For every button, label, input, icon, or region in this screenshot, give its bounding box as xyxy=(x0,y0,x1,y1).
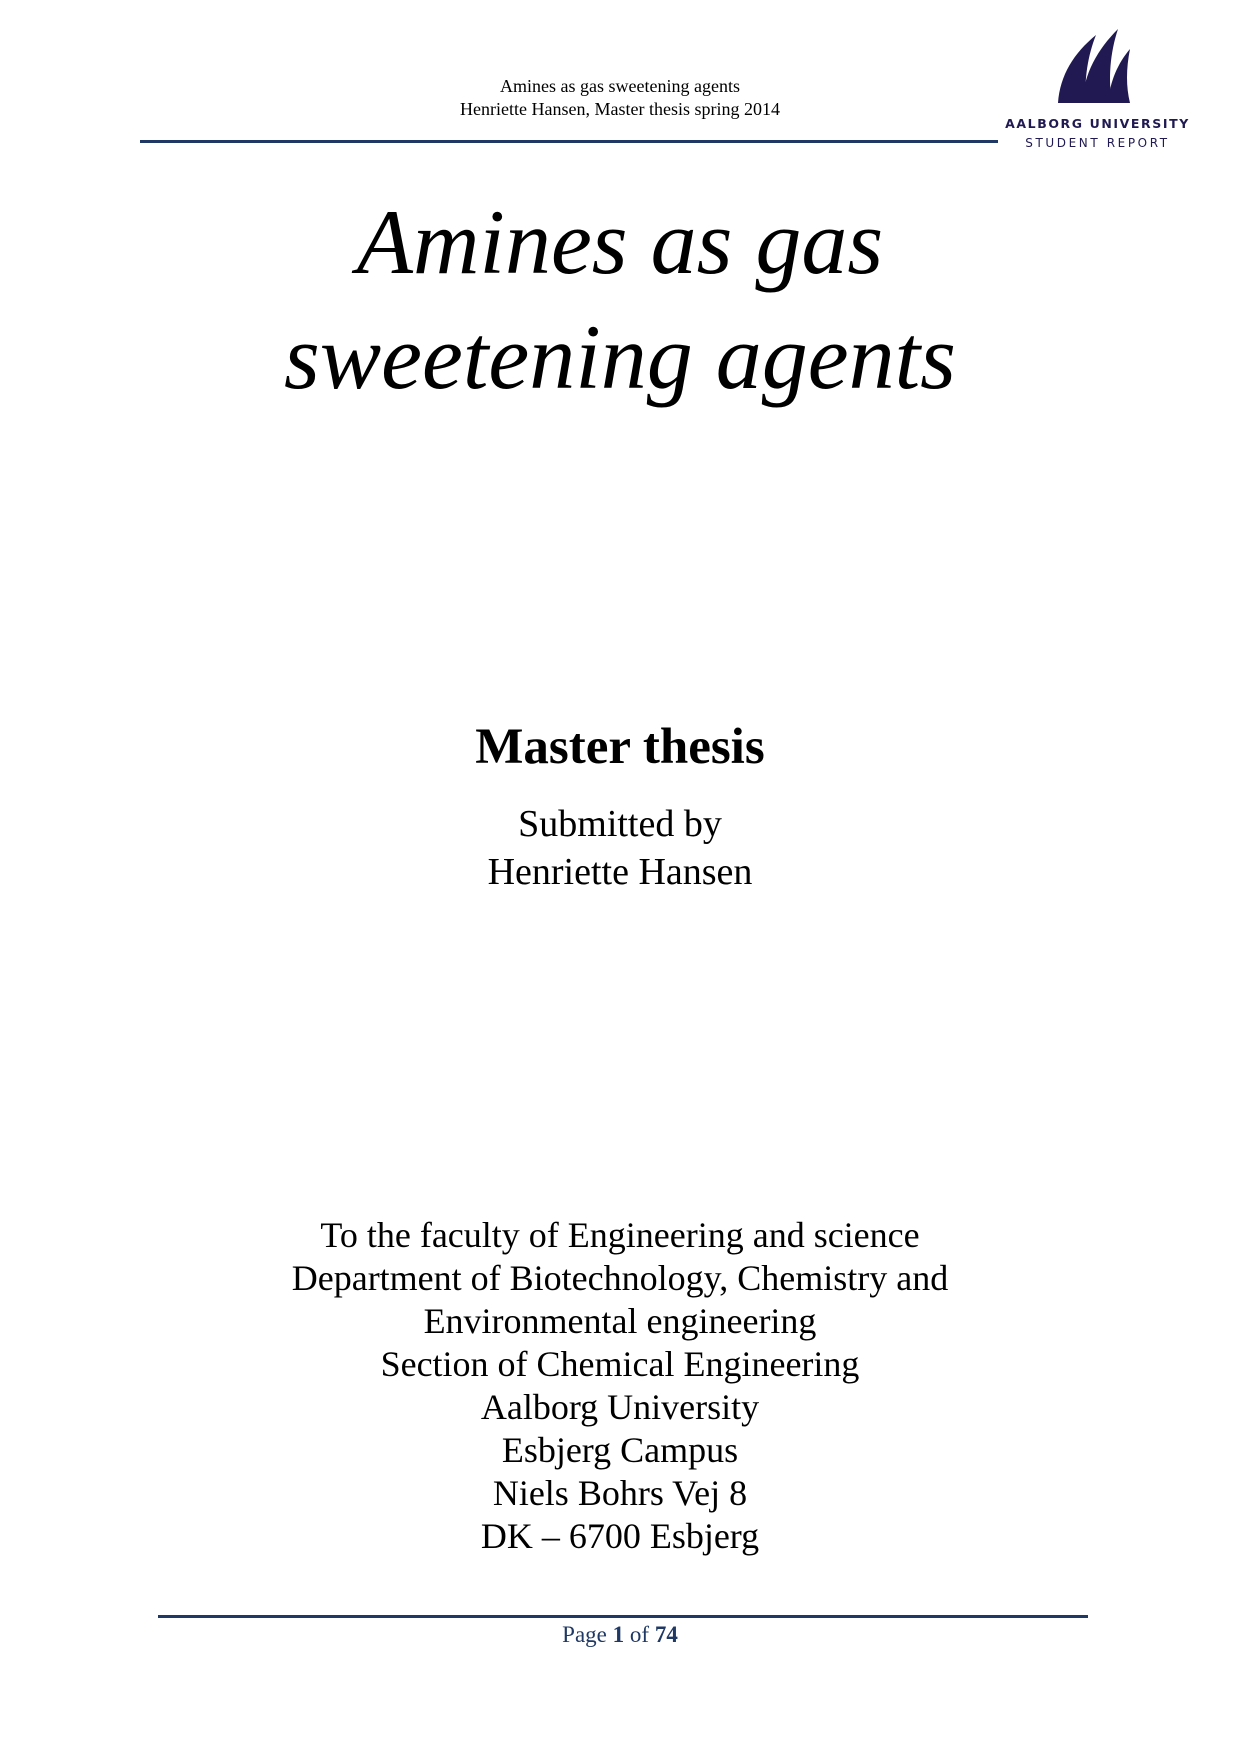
header-author-line: Henriette Hansen, Master thesis spring 2014 xyxy=(460,99,780,119)
university-line: Aalborg University xyxy=(480,1387,760,1427)
logo-university-name: AALBORG UNIVERSITY xyxy=(1005,116,1190,131)
faculty-line: To the faculty of Engineering and science xyxy=(320,1215,920,1255)
campus-line: Esbjerg Campus xyxy=(501,1430,739,1470)
street-address-line: Niels Bohrs Vej 8 xyxy=(492,1473,748,1513)
document-title xyxy=(140,185,1100,415)
thesis-type: Master thesis xyxy=(475,719,765,775)
page-label: Page xyxy=(562,1622,607,1647)
document-title-line-2: sweetening agents xyxy=(284,306,956,408)
footer-rule xyxy=(158,1615,1088,1618)
department-line: Department of Biotechnology, Chemistry and xyxy=(291,1258,949,1298)
section-line: Section of Chemical Engineering xyxy=(380,1344,860,1384)
header-rule xyxy=(140,140,998,143)
university-logo xyxy=(1000,25,1195,155)
page-current: 1 xyxy=(612,1622,625,1647)
header-title: Amines as gas sweetening agents xyxy=(500,76,740,96)
page-total: 74 xyxy=(654,1622,678,1647)
postal-city-line: DK – 6700 Esbjerg xyxy=(480,1516,760,1556)
submitted-by-label: Submitted by xyxy=(518,803,722,845)
faculty-address-block xyxy=(220,1214,1020,1558)
aalborg-university-wave-logo-icon xyxy=(1052,25,1132,103)
document-title-line-1: Amines as gas xyxy=(356,191,884,293)
logo-student-report: STUDENT REPORT xyxy=(1025,136,1170,150)
author-name: Henriette Hansen xyxy=(487,851,753,893)
department-line-continued: Environmental engineering xyxy=(423,1301,817,1341)
submitted-by-block xyxy=(340,800,900,896)
page-of-label: of xyxy=(629,1622,650,1647)
page-number xyxy=(440,1620,800,1650)
